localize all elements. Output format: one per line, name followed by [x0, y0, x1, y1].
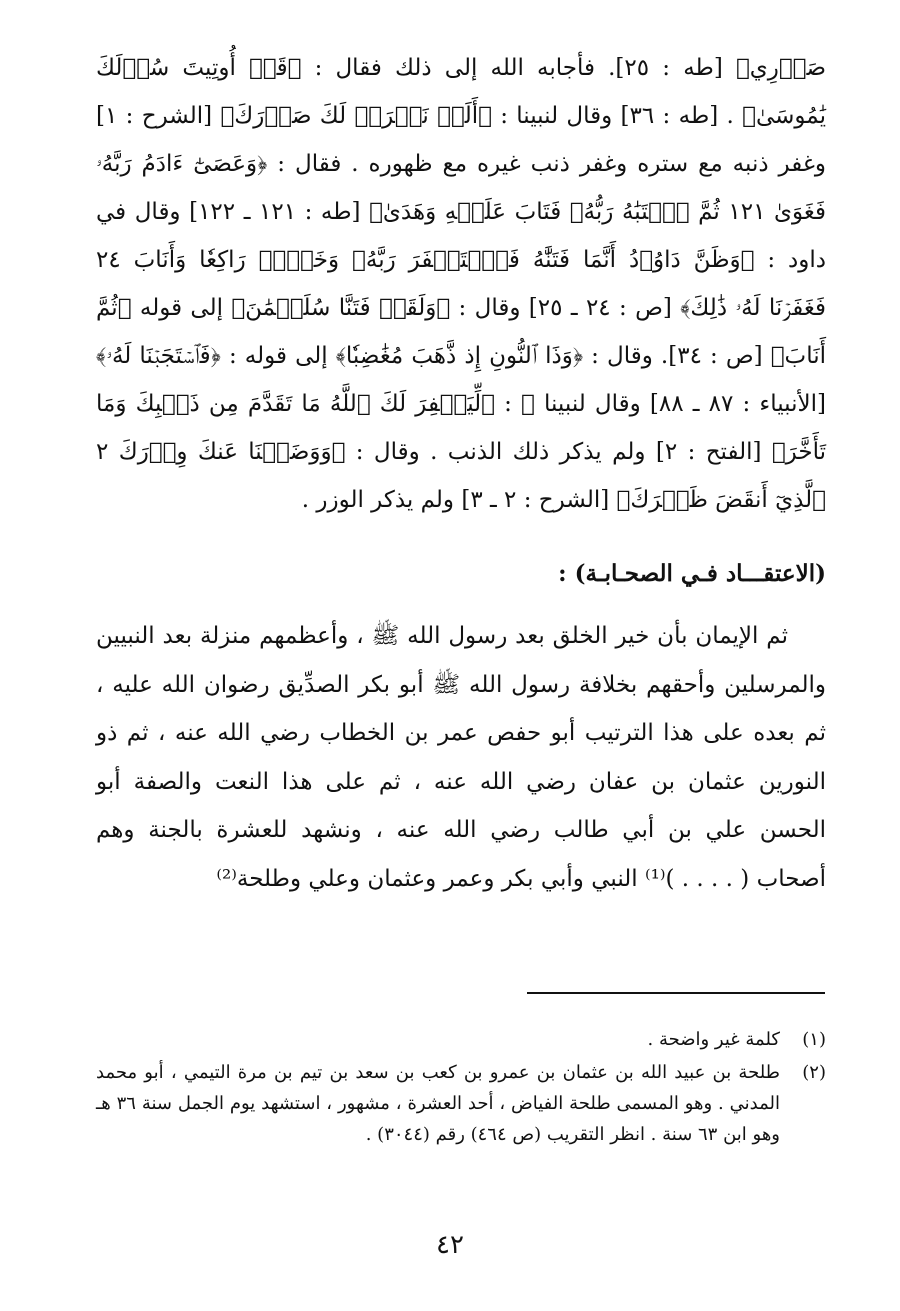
footnote-2: [96, 1057, 826, 1150]
text-block-companions: [96, 612, 826, 903]
paragraph-companions: ثم الإيمان بأن خير الخلق بعد رسول الله ﷺ ، وأعظمهم منزلة بعد النبيين والمرسلين وأحقهم بخلافة رسول الله ﷺ أبو بكر الصدِّيق رضوان الله عليه ، ثم بعده على هذا الترتيب أبو حفص عمر بن الخطاب رضي الله عنه ، ثم ذو النورين عثمان بن عفان رضي الله عنه ، ثم على هذا النعت والصفة أبو الحسن علي بن أبي طالب رضي الله عنه ، ونشهد للعشرة بالجنة وهم أصحاب ( . . . . )⁽¹⁾ النبي وأبي بكر وعمر وعثمان وعلي وطلحة⁽²⁾: [96, 623, 826, 892]
footnote-text: كلمة غير واضحة .: [647, 1029, 780, 1050]
footnote-separator: [527, 992, 825, 994]
section-heading: (الاعتقـــاد فـي الصحـابـة) :: [558, 560, 826, 587]
footnote-1: [96, 1024, 826, 1055]
text-block-quranic-verses: [96, 44, 826, 524]
paragraph-verses: صَدۡرِي﴾ [طه : ٢٥]. فأجابه الله إلى ذلك فقال : ﴿قَدۡ أُوتِيتَ سُؤۡلَكَ يَٰمُوسَىٰ﴾ . [طه : ٣٦] وقال لنبينا : ﴿أَلَمۡ نَشۡرَحۡ لَكَ صَدۡرَكَ﴾ [الشرح : ١] وغفر ذنبه مع ستره وغفر ذنب غيره مع ظهوره . فقال : ﴿وَعَصَىٰٓ ءَادَمُ رَبَّهُۥ فَغَوَىٰ ١٢١ ثُمَّ ٱجۡتَبَٰهُ رَبُّهُۥ فَتَابَ عَلَيۡهِ وَهَدَىٰ﴾ [طه : ١٢١ ـ ١٢٢] وقال في داود : ﴿وَظَنَّ دَاوُۥدُ أَنَّمَا فَتَنَّٰهُ فَٱسۡتَغۡفَرَ رَبَّهُۥ وَخَرَّۤ رَاكِعٗا وَأَنَابَ ٢٤ فَغَفَرۡنَا لَهُۥ ذَٰلِكَ﴾ [ص : ٢٤ ـ ٢٥] وقال : ﴿وَلَقَدۡ فَتَنَّا سُلَيۡمَٰنَ﴾ إلى قوله ﴿ثُمَّ أَنَابَ﴾ [ص : ٣٤]. وقال : ﴿وَذَا ٱلنُّونِ إِذ ذَّهَبَ مُغَٰضِبٗا﴾ إلى قوله : ﴿فَٱسۡتَجَبۡنَا لَهُۥ﴾ [الأنبياء : ٨٧ ـ ٨٨] وقال لنبينا ﷺ : ﴿لِّيَغۡفِرَ لَكَ ٱللَّهُ مَا تَقَدَّمَ مِن ذَنۢبِكَ وَمَا تَأَخَّرَ﴾ [الفتح : ٢] ولم يذكر ذلك الذنب . وقال : ﴿وَوَضَعۡنَا عَنكَ وِزۡرَكَ ٢ ٱلَّذِيٓ أَنقَضَ ظَهۡرَكَ﴾ [الشرح : ٢ ـ ٣] ولم يذكر الوزر .: [96, 55, 827, 513]
footnote-number: (٢): [802, 1062, 826, 1083]
page-body: [96, 44, 826, 903]
page-number: ٤٢: [436, 1230, 464, 1260]
footnote-text: طلحة بن عبيد الله بن عثمان بن عمرو بن كعب بن سعد بن تيم بن مرة التيمي ، أبو محمد المدني . وهو المسمى طلحة الفياض ، أحد العشرة ، مشهور ، استشهد يوم الجمل سنة ٣٦ هـ وهو ابن ٦٣ سنة . انظر التقريب (ص ٤٦٤) رقم (٣٠٤٤) .: [96, 1062, 780, 1145]
footnotes: [96, 1024, 826, 1152]
footnote-number: (١): [802, 1029, 826, 1050]
